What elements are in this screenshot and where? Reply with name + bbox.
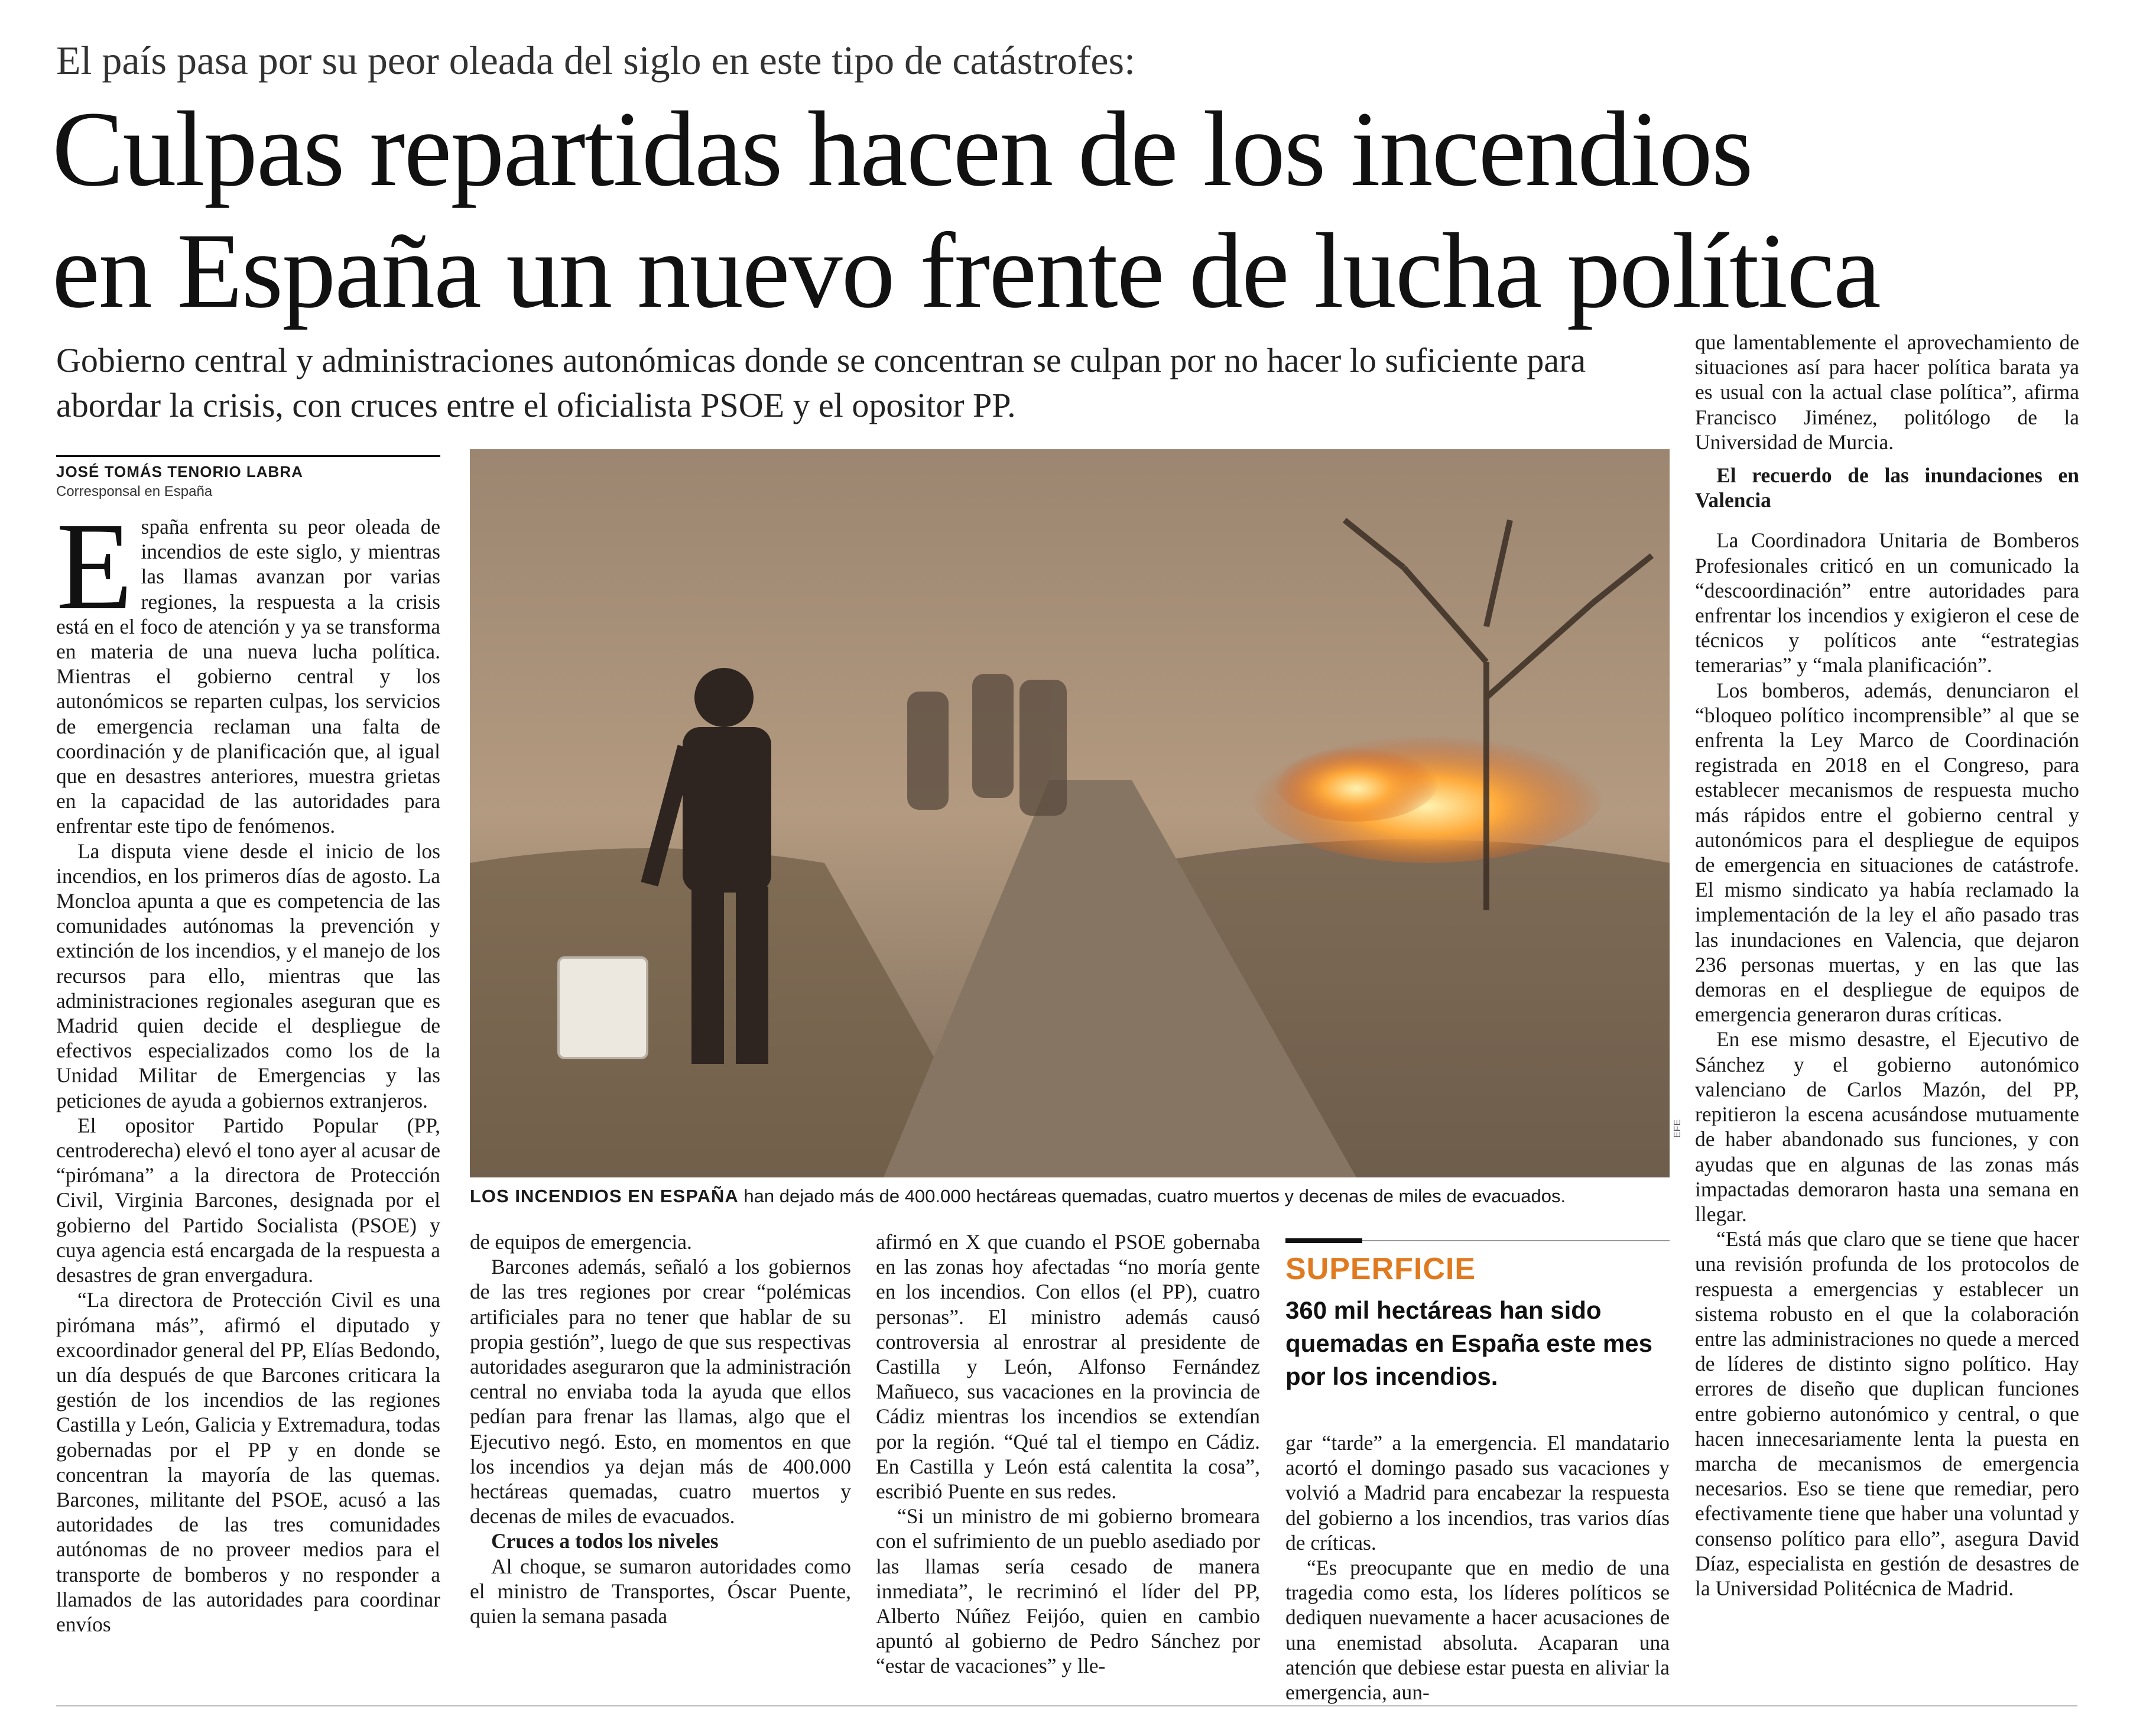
headline [52,89,2073,332]
paragraph: “Es preocupante que en medio de una tragedia como esta, los líderes políticos se dediquen nuevamente a hacer acusaciones de una enemistad absoluta. Acaparan una atención que debiese estar puesta en aliviar la emergencia, aun- [1285,1556,1670,1705]
paragraph: gar “tarde” a la emergencia. El mandatario acortó el domingo pasado sus vacaciones y volvió a Madrid para encabezar la respuesta del gobierno a los incendios, tras varios días de críticas. [1285,1431,1670,1555]
fact-box-text: 360 mil hectáreas han sido quemadas en España este mes por los incendios. [1285,1296,1652,1390]
caption-lead: LOS INCENDIOS EN ESPAÑA [470,1186,739,1206]
paragraph: El opositor Partido Popular (PP, centroderecha) elevó el tono ayer al acusar de “pirómana” a la directora de Protección Civil, Virginia Barcones, designada por el gobierno del Partido Socialista (PSOE) y cuya agencia está encargada de la respuesta a desastres de gran envergadura. [56,1113,440,1287]
paragraph: de equipos de emergencia. [470,1230,692,1254]
paragraph: Barcones además, señaló a los gobiernos de las tres regiones por crear “polémicas artificiales para no tener que hablar de su propia gestión”, luego de que sus respectivas autoridades aseguraron que la administración central no enviaba toda la ayuda que ellos pedían para frenar las llamas, algo que el Ejecutivo negó. Esto, en momentos en que los incendios ya dejan más de 400.000 hectáreas quemadas, cuatro muertos y decenas de miles de evacuados. [470,1255,851,1529]
article-column-5 [1695,330,2079,1601]
wildfire-scene-illustration [470,449,1670,1177]
photo-caption [470,1185,1676,1208]
paragraph: afirmó en X que cuando el PSOE gobernaba en las zonas hoy afectadas “no moría gente en los incendios. Con ellos (el PP), cuatro personas”. El ministro además causó controversia al enrostrar al presidente de Castilla y León, Alfonso Fernández Mañueco, sus vacaciones en la provincia de Cádiz mientras los incendios se extendían por la región. “Qué tal el tiempo en Cádiz. En Castilla y León está calentita la cosa”, escribió Puente en sus redes. [876,1230,1260,1504]
paragraph: que lamentablemente el aprovechamiento de situaciones así para hacer política barata ya es usual con la actual clase política”, afirma Francisco Jiménez, politólogo de la Universidad de Murcia. [1695,330,2079,454]
byline [56,455,440,500]
kicker: El país pasa por su peor oleada del siglo en este tipo de catástrofes: [56,38,1135,83]
article-column-3 [876,1229,1260,1679]
paragraph: “Si un ministro de mi gobierno bromeara con el sufrimiento de un pueblo asediado por las llamas sería cesado de manera inmediata”, le recriminó el líder del PP, Alberto Núñez Feijóo, quien en cambio apuntó al gobierno de Pedro Sánchez por “estar de vacaciones” y lle- [876,1504,1260,1678]
headline-line-2: en España un nuevo frente de lucha política [52,212,1880,330]
author-role: Corresponsal en España [56,484,213,499]
photo-credit: EFE [1673,1119,1683,1138]
caption-text: han dejado más de 400.000 hectáreas quemadas, cuatro muertos y decenas de miles de evacuados. [738,1186,1566,1206]
wildfire-photo [470,449,1670,1177]
drop-cap: E [56,497,133,635]
paragraph: La disputa viene desde el inicio de los incendios, en los primeros días de agosto. La Moncloa apunta a que es competencia de las comunidades autónomas la prevención y extinción de los incendios, y el manejo de los recursos para ello, mientras que las administraciones regionales aseguran que es Madrid quien decide el despliegue de efectivos especializados como los de la Unidad Militar de Emergencias y las peticiones de ayuda a gobiernos extranjeros. [56,839,440,1112]
bottom-rule [56,1705,2077,1706]
paragraph: España enfrenta su peor oleada de incendios de este siglo, y mientras las llamas avanzan por varias regiones, la respuesta a la crisis está en el foco de atención y ya se transforma en materia de una nueva lucha política. Mientras el gobierno central y los autonómicos se reparten culpas, los servicios de emergencia reclaman una falta de coordinación y de planificación que, al igual que en desastres anteriores, muestra grietas en la capacidad de las autoridades para enfrentar este tipo de fenómenos. [56,497,440,838]
paragraph: “La directora de Protección Civil es una pirómana más”, afirmó el diputado y excoordinador general del PP, Elías Bedondo, un día después de que Barcones criticara la gestión de los incendios de las regiones Castilla y León, Galicia y Extremadura, todas gobernadas por el PP y en donde se concentran la mayoría de las quemas. Barcones, militante del PSOE, acusó a las autoridades de las tres comunidades autónomas de no proveer medios para el transporte de bomberos y no responder a llamados de las autoridades para coordinar envíos [56,1288,440,1636]
paragraph: Al choque, se sumaron autoridades como el ministro de Transportes, Óscar Puente, quien la semana pasada [470,1554,851,1628]
paragraph: Los bomberos, además, denunciaron el “bloqueo político incomprensible” al que se enfrenta la Ley Marco de Coordinación registrada en 2018 en el Congreso, para establecer mecanismos de respuesta mucho más rápidos entre el gobierno central y autonómicos para el despliegue de equipos de emergencia en situaciones de catástrofe. El mismo sindicato ya había reclamado la implementación de la ley el año pasado tras las inundaciones en Valencia, que dejaron 236 personas muertas, y en las que las demoras en el despliegue de equipos de emergencia generaron duras críticas. [1695,678,2079,1027]
fact-box-label: SUPERFICIE [1285,1252,1476,1286]
author-name: JOSÉ TOMÁS TENORIO LABRA [56,463,303,481]
fact-box-bar [1285,1238,1362,1243]
fact-box [1285,1238,1670,1393]
section-subtitle: El recuerdo de las inundaciones en Valencia [1695,463,2079,512]
article-column-2 [470,1229,851,1628]
paragraph: “Está más que claro que se tiene que hacer una revisión profunda de los protocolos de respuesta a emergencias y establecer un sistema robusto en el que la colaboración entre las administraciones no quede a merced de líderes de distinto signo político. Hay errores de diseño que duplican funciones entre gobierno autonómico y central, o que hacen innecesariamente lenta la puesta en marcha de mecanismos de emergencia necesarios. Eso se tiene que remediar, pero efectivamente tiene que haber una voluntad y consenso político para ello”, asegura David Díaz, especialista en gestión de desastres de la Universidad Politécnica de Madrid. [1695,1227,2079,1600]
article-column-4 [1285,1430,1670,1705]
paragraph: La Coordinadora Unitaria de Bomberos Profesionales criticó en un comunicado la “descoordinación” entre autoridades para enfrentar los incendios y exigieron el cese de técnicos y políticos ante “estrategias temerarias” y “mala planificación”. [1695,528,2079,677]
section-subtitle: Cruces a todos los niveles [491,1529,719,1553]
subheadline: Gobierno central y administraciones autonómicas donde se concentran se culpan por no hacer lo suficiente para abordar la crisis, con cruces entre el oficialista PSOE y el opositor PP. [56,341,1586,424]
article-column-1 [56,497,440,1637]
fact-box-rule [1362,1240,1670,1241]
headline-line-1: Culpas repartidas hacen de los incendios [52,90,1752,209]
paragraph: En ese mismo desastre, el Ejecutivo de Sánchez y el gobierno autonómico valenciano de Carlos Mazón, del PP, repitieron la escena acusándose mutuamente de haber abandonado sus funciones, y con ayudas que en algunas de las zonas más impactadas demoraron hasta una semana en llegar. [1695,1027,2079,1226]
